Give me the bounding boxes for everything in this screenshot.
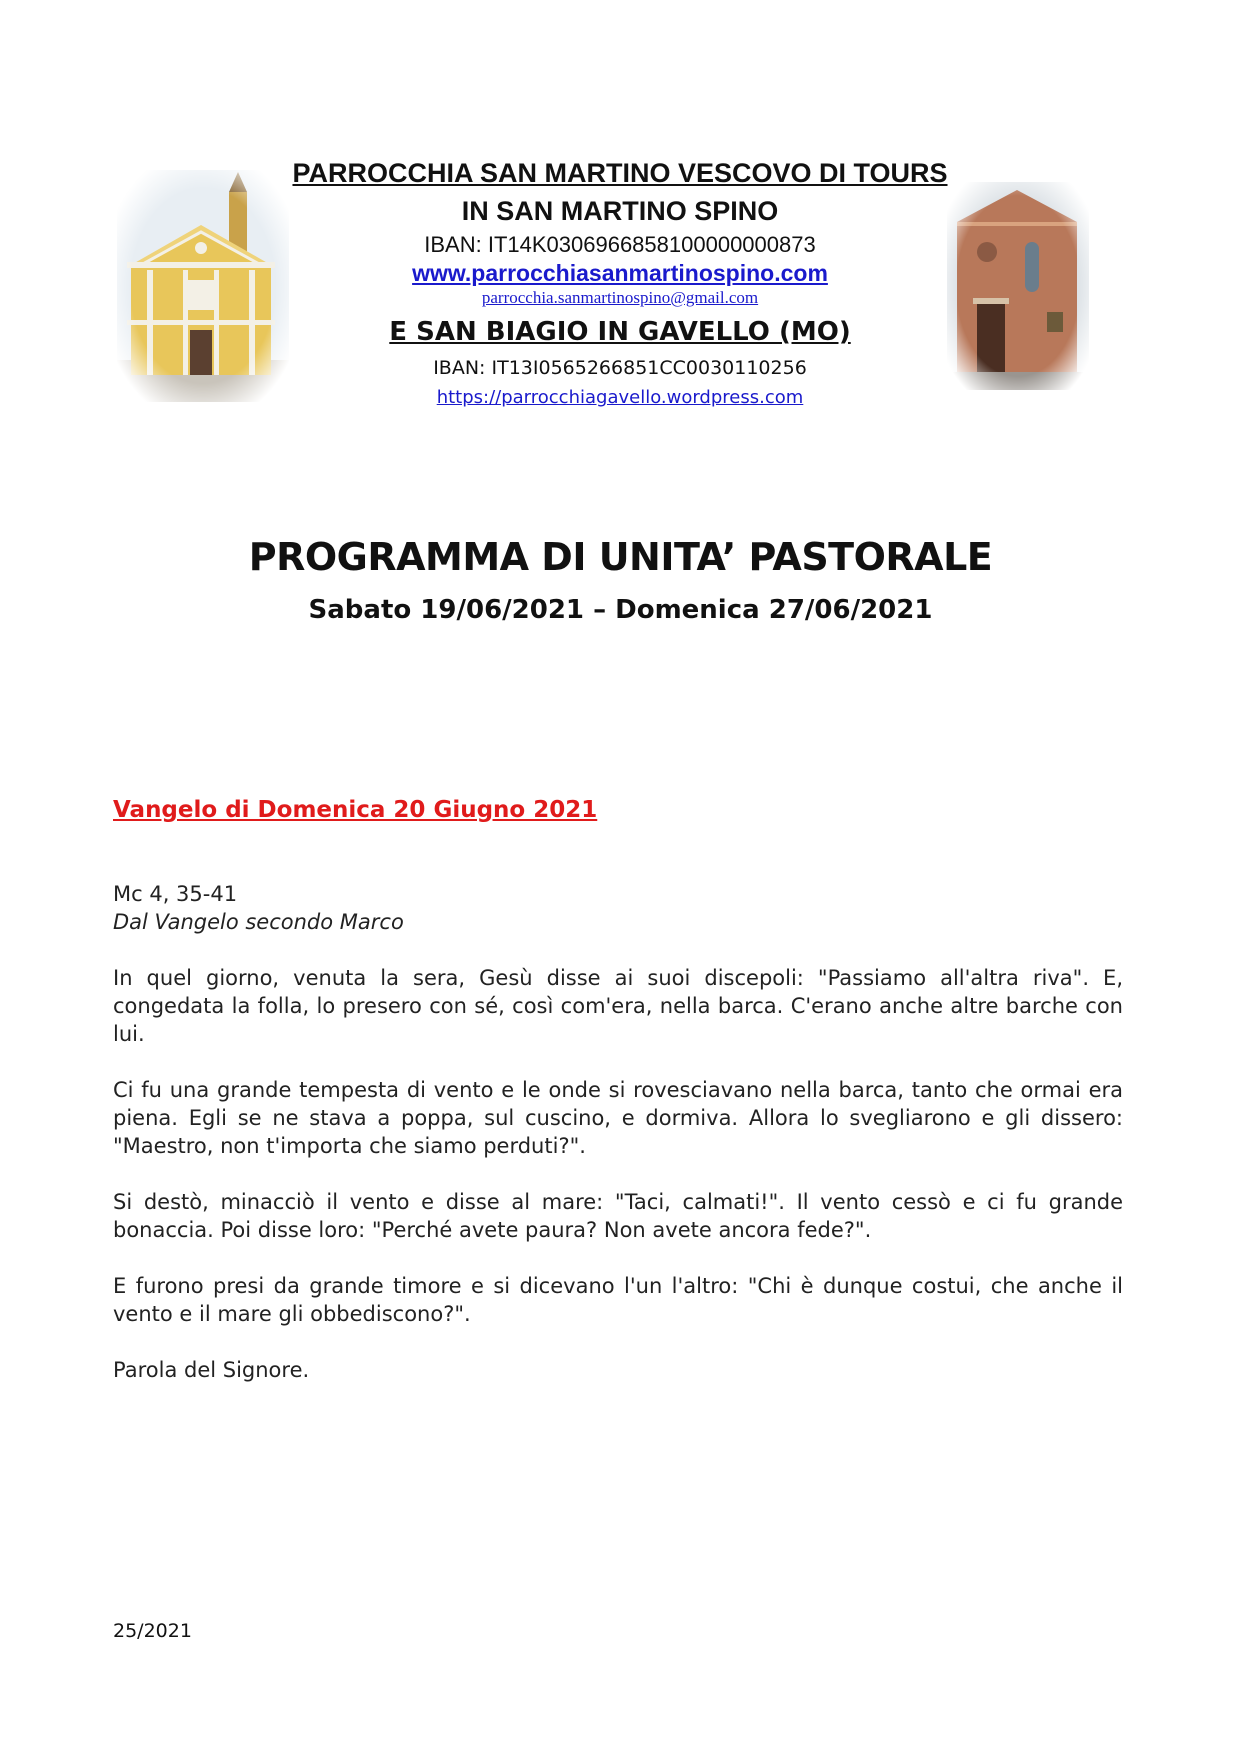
gospel-reference: Mc 4, 35-41 — [113, 882, 238, 906]
gospel-body — [113, 880, 1123, 1412]
parish-subtitle-gavello: E SAN BIAGIO IN GAVELLO (MO) — [389, 317, 851, 347]
gospel-heading: Vangelo di Domenica 20 Giugno 2021 — [113, 797, 598, 823]
email-link[interactable]: parrocchia.sanmartinospino@gmail.com — [481, 288, 759, 307]
iban-gavello: IBAN: IT13I0565266851CC0030110256 — [433, 357, 807, 379]
gospel-paragraph: Ci fu una grande tempesta di vento e le onde si rovesciavano nella barca, tanto che ormai era piena. Egli se ne stava a poppa, sul cuscino, e dormiva. Allora lo svegliarono e gli dissero: "Maestro, non t'importa che siamo perduti?". — [113, 1078, 1123, 1158]
parish-subtitle: IN SAN MARTINO SPINO — [461, 196, 779, 226]
gospel-closing: Parola del Signore. — [113, 1358, 310, 1382]
issue-number: 25/2021 — [113, 1620, 192, 1642]
parish-header — [260, 155, 980, 413]
website-san-martino-link[interactable]: www.parrocchiasanmartinospino.com — [412, 260, 828, 286]
website-gavello-link[interactable]: https://parrocchiagavello.wordpress.com — [436, 387, 804, 408]
parish-title: PARROCCHIA SAN MARTINO VESCOVO DI TOURS — [292, 158, 948, 188]
gospel-paragraph: Si destò, minacciò il vento e disse al mare: "Taci, calmati!". Il vento cessò e ci fu grande bonaccia. Poi disse loro: "Perché avete paura? Non avete ancora fede?". — [113, 1190, 1123, 1242]
gospel-paragraph: E furono presi da grande timore e si dicevano l'un l'altro: "Chi è dunque costui, che anche il vento e il mare gli obbediscono?". — [113, 1274, 1123, 1326]
program-title: PROGRAMMA DI UNITA’ PASTORALE — [248, 535, 993, 579]
gospel-paragraph: In quel giorno, venuta la sera, Gesù disse ai suoi discepoli: "Passiamo all'altra riva". E, congedata la folla, lo presero con sé, così com'era, nella barca. C'erano anche altre barche con lui. — [113, 966, 1123, 1046]
iban-san-martino: IBAN: IT14K0306966858100000000873 — [424, 232, 816, 257]
gospel-source: Dal Vangelo secondo Marco — [113, 910, 404, 934]
program-dates: Sabato 19/06/2021 – Domenica 27/06/2021 — [308, 595, 933, 625]
